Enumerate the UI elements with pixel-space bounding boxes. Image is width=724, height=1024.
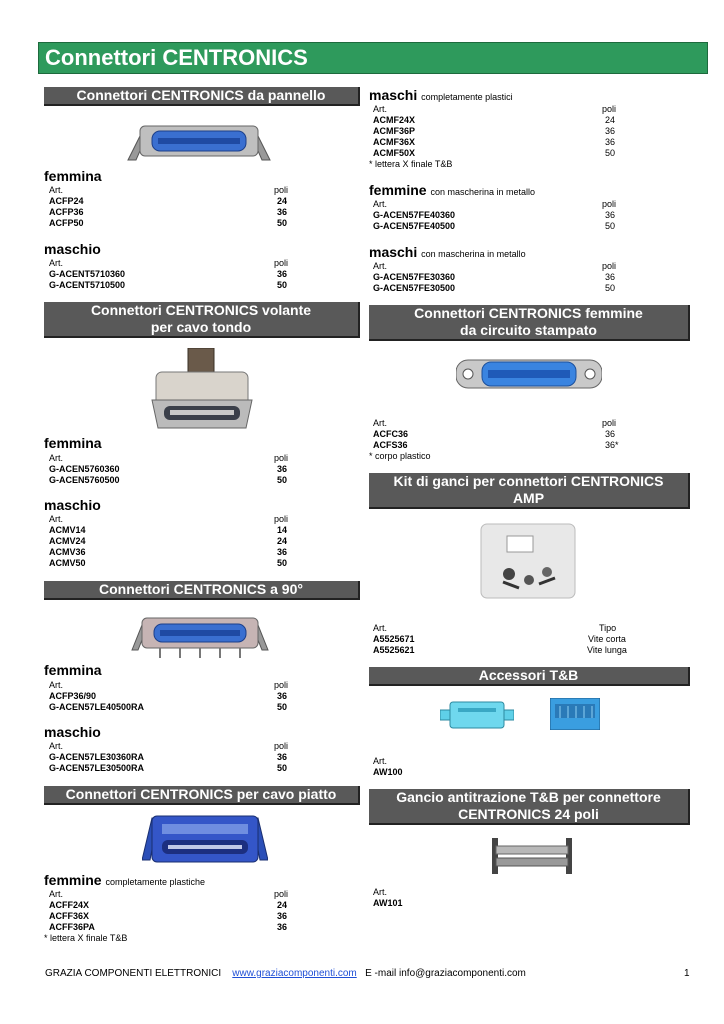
table-row: ACFC36 36 [373, 429, 616, 439]
table-row: G-ACEN5760360 36 [49, 464, 288, 474]
table-row: G-ACEN57FE40360 36 [373, 210, 616, 220]
section-header-circuito: Connettori CENTRONICS femmine da circuito stampato [369, 305, 690, 341]
pannello-maschio-label: maschio [44, 241, 101, 257]
accessori-table: Art. AW100 [373, 756, 633, 778]
table-row: A5525671 Vite corta [373, 634, 626, 644]
page-title: Connettori CENTRONICS [45, 45, 308, 70]
table-row: G-ACEN57LE30500RA 50 [49, 763, 288, 773]
maschi-plastici-label: maschi completamente plastici [369, 87, 513, 103]
page-title-bar [38, 42, 708, 74]
volante-femmina-label: femmina [44, 435, 102, 451]
page-number: 1 [684, 968, 690, 979]
novanta-femmina-table: Art. poli ACFP36/90 36 G-ACEN57LE40500RA 50 [49, 680, 289, 712]
table-row: G-ACEN57FE30500 50 [373, 283, 616, 293]
circuito-note: * corpo plastico [369, 451, 431, 461]
maschi-plastici-note: * lettera X finale T&B [369, 159, 453, 169]
footer [45, 968, 526, 979]
section-header-pannello: Connettori CENTRONICS da pannello [44, 87, 360, 106]
table-row: G-ACEN5760500 50 [49, 475, 288, 485]
maschi-plastici-table: Art. poli ACMF24X 24 ACMF36P 36 ACMF36X 36 ACMF50X 50 [373, 104, 633, 159]
femmine-metallo-table: Art. poli G-ACEN57FE40360 36 G-ACEN57FE40500 50 [373, 199, 633, 232]
volante-femmina-table: Art. poli G-ACEN5760360 36 G-ACEN5760500 50 [49, 453, 289, 485]
pannello-femmina-label: femmina [44, 168, 102, 184]
novanta-maschio-table: Art. poli G-ACEN57LE30360RA 36 G-ACEN57LE30500RA 50 [49, 741, 289, 773]
table-row: AW100 [373, 767, 403, 777]
connector-image-circuito [456, 354, 602, 394]
pannello-maschio-table: Art. poli G-ACENT5710360 36 G-ACENT5710500 50 [49, 258, 289, 290]
piatto-femmine-table: Art. poli ACFF24X 24 ACFF36X 36 ACFF36PA 36 [49, 889, 289, 932]
kit-table: Art. Tipo A5525671 Vite corta A5525621 Vite lunga [373, 623, 633, 656]
table-row: ACMV50 50 [49, 558, 288, 568]
connector-image-pannello [126, 120, 272, 166]
gancio-image [492, 838, 572, 874]
table-row: G-ACENT5710500 50 [49, 280, 288, 290]
connector-image-piatto [142, 812, 268, 870]
table-row: AW101 [373, 898, 403, 908]
accessory-image-left [440, 700, 514, 730]
piatto-note: * lettera X finale T&B [44, 933, 128, 943]
novanta-femmina-label: femmina [44, 662, 102, 678]
accessory-image-right [550, 698, 600, 730]
table-row: ACMV14 14 [49, 525, 288, 535]
footer-website-link[interactable]: www.graziacomponenti.com [232, 968, 357, 979]
table-row: G-ACEN57LE30360RA 36 [49, 752, 288, 762]
maschi-metallo-table: Art. poli G-ACEN57FE30360 36 G-ACEN57FE30500 50 [373, 261, 633, 294]
table-row: ACFP50 50 [49, 218, 288, 228]
table-row: ACMF36P 36 [373, 126, 616, 136]
table-row: ACMF50X 50 [373, 148, 616, 158]
table-row: ACFF36X 36 [49, 911, 288, 921]
section-header-piatto: Connettori CENTRONICS per cavo piatto [44, 786, 360, 805]
piatto-femmine-label: femmine completamente plastiche [44, 872, 206, 888]
volante-maschio-table: Art. poli ACMV14 14 ACMV24 24 ACMV36 36 ACMV50 50 [49, 514, 289, 568]
section-header-kit: Kit di ganci per connettori CENTRONICS AMP [369, 473, 690, 509]
table-row: ACFF24X 24 [49, 900, 288, 910]
table-row: G-ACEN57LE40500RA 50 [49, 702, 288, 712]
maschi-metallo-label: maschi con mascherina in metallo [369, 244, 526, 260]
table-row: ACFS36 36* [373, 440, 619, 450]
femmine-metallo-label: femmine con mascherina in metallo [369, 182, 536, 198]
table-row: ACMV36 36 [49, 547, 288, 557]
table-row: ACMV24 24 [49, 536, 288, 546]
table-row: ACFP24 24 [49, 196, 288, 206]
section-header-accessori: Accessori T&B [369, 667, 690, 686]
circuito-table: Art. poli ACFC36 36 ACFS36 36* [373, 418, 633, 451]
table-row: G-ACEN57FE40500 50 [373, 221, 616, 231]
footer-company: GRAZIA COMPONENTI ELETTRONICI [45, 968, 222, 979]
table-row: A5525621 Vite lunga [373, 645, 627, 655]
section-header-90: Connettori CENTRONICS a 90° [44, 581, 360, 600]
connector-image-90 [130, 614, 270, 660]
footer-email: E -mail info@graziacomponenti.com [365, 968, 526, 979]
kit-image [479, 522, 577, 600]
section-header-gancio: Gancio antitrazione T&B per connettore CENTRONICS 24 poli [369, 789, 690, 825]
connector-image-volante [142, 348, 262, 432]
table-row: ACMF36X 36 [373, 137, 616, 147]
table-row: ACMF24X 24 [373, 115, 616, 125]
table-row: G-ACEN57FE30360 36 [373, 272, 616, 282]
volante-maschio-label: maschio [44, 497, 101, 513]
gancio-table: Art. AW101 [373, 887, 633, 909]
table-row: ACFP36 36 [49, 207, 288, 217]
section-header-volante: Connettori CENTRONICS volante per cavo tondo [44, 302, 360, 338]
novanta-maschio-label: maschio [44, 724, 101, 740]
pannello-femmina-table: Art. poli ACFP24 24 ACFP36 36 ACFP50 50 [49, 185, 289, 228]
table-row: ACFP36/90 36 [49, 691, 288, 701]
table-row: ACFF36PA 36 [49, 922, 288, 932]
table-row: G-ACENT5710360 36 [49, 269, 288, 279]
